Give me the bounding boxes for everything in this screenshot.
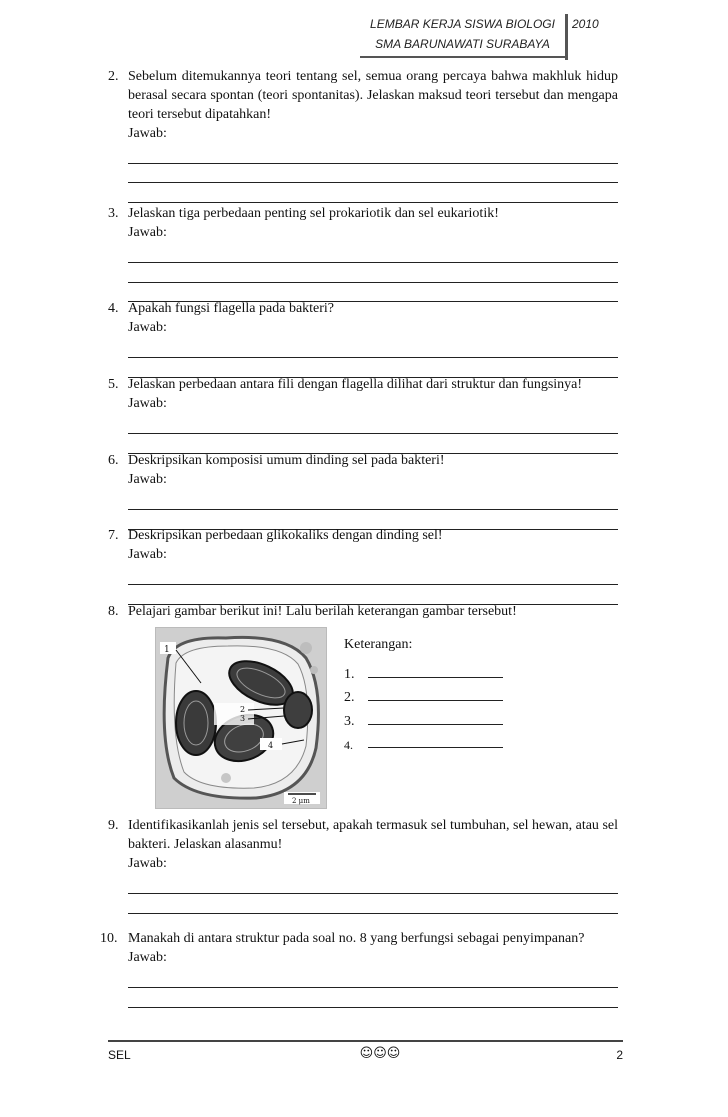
keterangan-blank[interactable]: [368, 710, 503, 725]
answer-label: Jawab:: [128, 224, 167, 240]
question-3: [108, 205, 618, 302]
question-number: 5.: [108, 377, 119, 392]
keterangan-blank[interactable]: [368, 663, 503, 678]
answer-line[interactable]: [128, 263, 618, 283]
question-text: Jelaskan perbedaan antara fili dengan flagella dilihat dari struktur dan fungsinya!: [128, 377, 583, 392]
page-number: 2: [616, 1048, 623, 1062]
keterangan-number: 2.: [344, 690, 355, 705]
keterangan-item: [344, 683, 503, 707]
question-text: Sebelum ditemukannya teori tentang sel, semua orang percaya bahwa makhluk hidup berasal secara spontan (teori spontanitas). Jelaskan maksud teori tersebut dan mengapa teori tersebut dipatahkan!: [128, 69, 618, 122]
answer-line[interactable]: [128, 243, 618, 263]
keterangan-number: 1.: [344, 666, 355, 682]
question-7: [108, 527, 618, 605]
cell-micrograph: [155, 627, 327, 809]
question-8: [108, 603, 618, 622]
question-number: 7.: [108, 528, 119, 543]
keterangan-item: [344, 659, 503, 683]
header-line-1: LEMBAR KERJA SISWA BIOLOGI: [370, 17, 555, 31]
footer-divider: [108, 1040, 623, 1042]
question-text: Pelajari gambar berikut ini! Lalu berilah keterangan gambar tersebut!: [128, 604, 517, 619]
question-text: Manakah di antara struktur pada soal no. 8 yang berfungsi sebagai penyimpanan?: [128, 931, 585, 946]
keterangan-title: Keterangan:: [344, 637, 413, 652]
question-number: 3.: [108, 206, 119, 221]
answer-line[interactable]: [128, 338, 618, 358]
question-text: Deskripsikan komposisi umum dinding sel pada bakteri!: [128, 453, 445, 468]
answer-line[interactable]: [128, 874, 618, 894]
scale-bar-label: 2 μm: [292, 797, 310, 805]
answer-line[interactable]: [128, 490, 618, 510]
figure-label-1: 1: [164, 645, 170, 655]
page-header: [360, 14, 660, 60]
answer-label: Jawab:: [128, 319, 167, 335]
question-number: 8.: [108, 604, 119, 619]
footer-smileys: ☺☺☺: [359, 1046, 401, 1061]
question-9: [108, 817, 618, 914]
question-6: [108, 452, 618, 530]
header-year: 2010: [572, 17, 599, 31]
answer-label: Jawab:: [128, 855, 167, 871]
keterangan-number: 4.: [344, 738, 353, 752]
question-number: 6.: [108, 453, 119, 468]
question-2: [108, 68, 618, 203]
answer-label: Jawab:: [128, 546, 167, 562]
keterangan: [344, 635, 503, 753]
answer-line[interactable]: [128, 358, 618, 378]
figure-label-3: 3: [240, 714, 246, 723]
answer-label: Jawab:: [128, 395, 167, 411]
answer-line[interactable]: [128, 144, 618, 164]
question-text: Jelaskan tiga perbedaan penting sel prokariotik dan sel eukariotik!: [128, 206, 499, 221]
answer-label: Jawab:: [128, 949, 167, 965]
answer-line[interactable]: [128, 988, 618, 1008]
answer-label: Jawab:: [128, 125, 167, 141]
keterangan-item: [344, 706, 503, 730]
question-text: Identifikasikanlah jenis sel tersebut, apakah termasuk sel tumbuhan, sel hewan, atau sel bakteri. Jelaskan alasanmu!: [128, 818, 618, 852]
keterangan-blank[interactable]: [368, 686, 503, 701]
header-divider: [565, 14, 568, 60]
question-number: 2.: [108, 69, 119, 84]
answer-label: Jawab:: [128, 471, 167, 487]
figure-label-2: 2: [240, 705, 246, 714]
header-underline: [360, 56, 568, 58]
answer-line[interactable]: [128, 434, 618, 454]
question-4: [108, 300, 618, 378]
footer-topic: SEL: [108, 1048, 131, 1062]
question-text: Deskripsikan perbedaan glikokaliks dengan dinding sel!: [128, 528, 443, 543]
question-number: 10.: [100, 931, 118, 946]
answer-line[interactable]: [128, 164, 618, 184]
question-number: 9.: [108, 818, 119, 833]
figure-label-4: 4: [268, 741, 274, 750]
question-number: 4.: [108, 301, 119, 316]
answer-line[interactable]: [128, 183, 618, 203]
question-10: [100, 930, 618, 1008]
answer-line[interactable]: [128, 585, 618, 605]
keterangan-blank[interactable]: [368, 733, 503, 748]
cell-micrograph-image: [156, 628, 326, 808]
answer-line[interactable]: [128, 565, 618, 585]
question-text: Apakah fungsi flagella pada bakteri?: [128, 301, 335, 316]
header-title: [360, 14, 565, 54]
keterangan-number: 3.: [344, 713, 355, 729]
question-5: [108, 376, 618, 454]
keterangan-item: [344, 730, 503, 754]
answer-line[interactable]: [128, 968, 618, 988]
header-line-2: SMA BARUNAWATI SURABAYA: [375, 37, 550, 51]
answer-line[interactable]: [128, 894, 618, 914]
answer-line[interactable]: [128, 414, 618, 434]
